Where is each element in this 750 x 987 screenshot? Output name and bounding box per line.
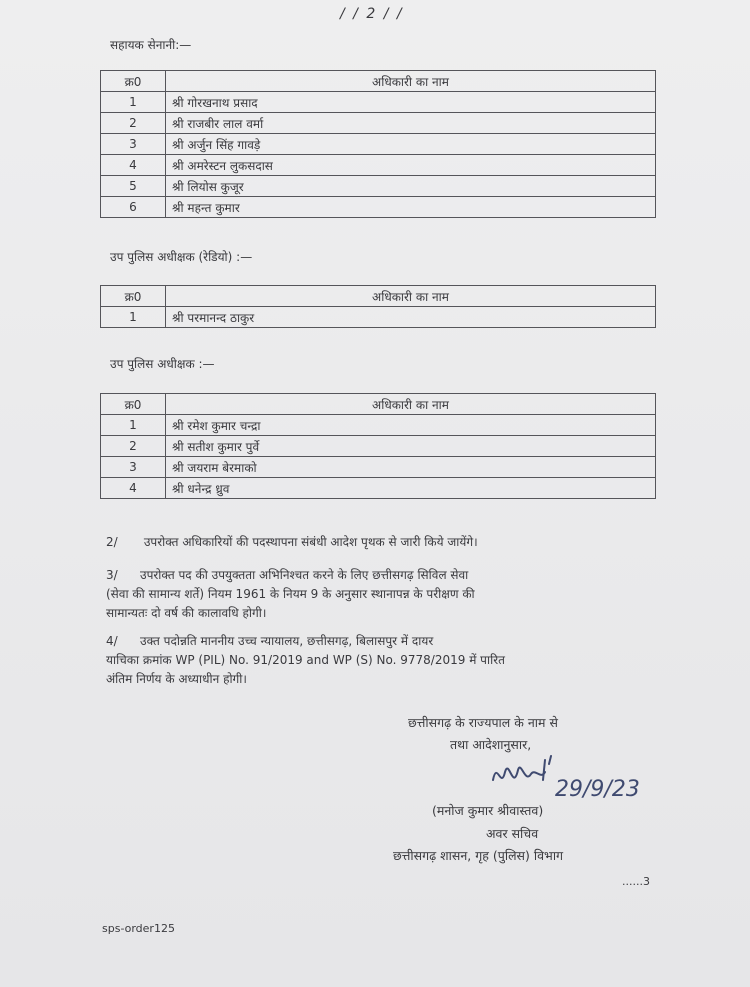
page-number: / / 2 / / [340, 6, 404, 22]
table-row [101, 478, 656, 499]
continuation-marker: ......3 [622, 875, 650, 888]
paragraph-line: अंतिम निर्णय के अध्याधीन होगी। [106, 672, 247, 686]
cell-serial: 6 [101, 197, 166, 218]
signatory-designation: अवर सचिव [486, 826, 539, 841]
paragraph-line: उपरोक्त पद की उपयुक्तता अभिनिश्चत करने के लिए छत्तीसगढ़ सिविल सेवा [140, 568, 469, 582]
table-header-row [101, 394, 656, 415]
header-officer-name: अधिकारी का नाम [166, 71, 656, 92]
table-row [101, 457, 656, 478]
table-header-row [101, 71, 656, 92]
authority-line-1: छत्तीसगढ़ के राज्यपाल के नाम से [408, 715, 558, 730]
table-row [101, 307, 656, 328]
cell-serial: 2 [101, 113, 166, 134]
paragraph-3 [106, 566, 666, 623]
footer-code: sps-order125 [102, 922, 175, 935]
header-serial: क्र0 [101, 394, 166, 415]
table-row [101, 92, 656, 113]
cell-serial: 4 [101, 478, 166, 499]
cell-serial: 5 [101, 176, 166, 197]
cell-serial: 3 [101, 457, 166, 478]
officer-table-dsp [100, 393, 656, 499]
cell-serial: 1 [101, 415, 166, 436]
paragraph-text: उपरोक्त अधिकारियों की पदस्थापना संबंधी आदेश पृथक से जारी किये जायेंगे। [143, 535, 478, 549]
cell-officer-name: श्री गोरखनाथ प्रसाद [166, 92, 656, 113]
cell-officer-name: श्री सतीश कुमार पुर्वे [166, 436, 656, 457]
cell-serial: 1 [101, 307, 166, 328]
cell-officer-name: श्री परमानन्द ठाकुर [166, 307, 656, 328]
paragraph-line: याचिका क्रमांक WP (PIL) No. 91/2019 and WP (S) No. 9778/2019 में पारित [106, 653, 505, 667]
table-row [101, 176, 656, 197]
signatory-department: छत्तीसगढ़ शासन, गृह (पुलिस) विभाग [393, 848, 564, 863]
section-title-dsp: उप पुलिस अधीक्षक :— [110, 357, 215, 371]
paragraph-2 [106, 533, 666, 552]
authority-line-2: तथा आदेशानुसार, [450, 737, 532, 752]
officer-table-assistant-commandant [100, 70, 656, 218]
table-row [101, 134, 656, 155]
officer-table-dsp-radio [100, 285, 656, 328]
paragraph-number: 2/ [106, 535, 118, 549]
handwritten-signature [485, 750, 675, 810]
signatory-name: (मनोज कुमार श्रीवास्तव) [432, 803, 544, 818]
cell-officer-name: श्री रमेश कुमार चन्द्रा [166, 415, 656, 436]
cell-officer-name: श्री अर्जुन सिंह गावड़े [166, 134, 656, 155]
table-header-row [101, 286, 656, 307]
cell-serial: 1 [101, 92, 166, 113]
cell-officer-name: श्री अमरेस्टन लुकसदास [166, 155, 656, 176]
table-row [101, 415, 656, 436]
section-title-assistant-commandant: सहायक सेनानी:— [110, 38, 192, 52]
cell-officer-name: श्री महन्त कुमार [166, 197, 656, 218]
table-row [101, 197, 656, 218]
header-serial: क्र0 [101, 71, 166, 92]
section-title-dsp-radio: उप पुलिस अधीक्षक (रेडियो) :— [110, 250, 253, 264]
paragraph-line: उक्त पदोन्नति माननीय उच्च न्यायालय, छत्तीसगढ़, बिलासपुर में दायर [140, 634, 434, 648]
paragraph-line: (सेवा की सामान्य शर्ते) नियम 1961 के नियम 9 के अनुसार स्थानापन्न के परीक्षण की [106, 587, 475, 601]
table-row [101, 436, 656, 457]
table-row [101, 155, 656, 176]
cell-officer-name: श्री धनेन्द्र ध्रुव [166, 478, 656, 499]
cell-serial: 4 [101, 155, 166, 176]
cell-serial: 3 [101, 134, 166, 155]
paragraph-line: सामान्यतः दो वर्ष की कालावधि होगी। [106, 606, 267, 620]
paragraph-4 [106, 632, 666, 689]
header-serial: क्र0 [101, 286, 166, 307]
cell-officer-name: श्री राजबीर लाल वर्मा [166, 113, 656, 134]
cell-officer-name: श्री लियोस कुजूर [166, 176, 656, 197]
paragraph-number: 4/ [106, 634, 118, 648]
cell-serial: 2 [101, 436, 166, 457]
paragraph-number: 3/ [106, 568, 118, 582]
signature-date: 29/9/23 [555, 777, 640, 802]
header-officer-name: अधिकारी का नाम [166, 394, 656, 415]
header-officer-name: अधिकारी का नाम [166, 286, 656, 307]
table-row [101, 113, 656, 134]
cell-officer-name: श्री जयराम बेरमाको [166, 457, 656, 478]
